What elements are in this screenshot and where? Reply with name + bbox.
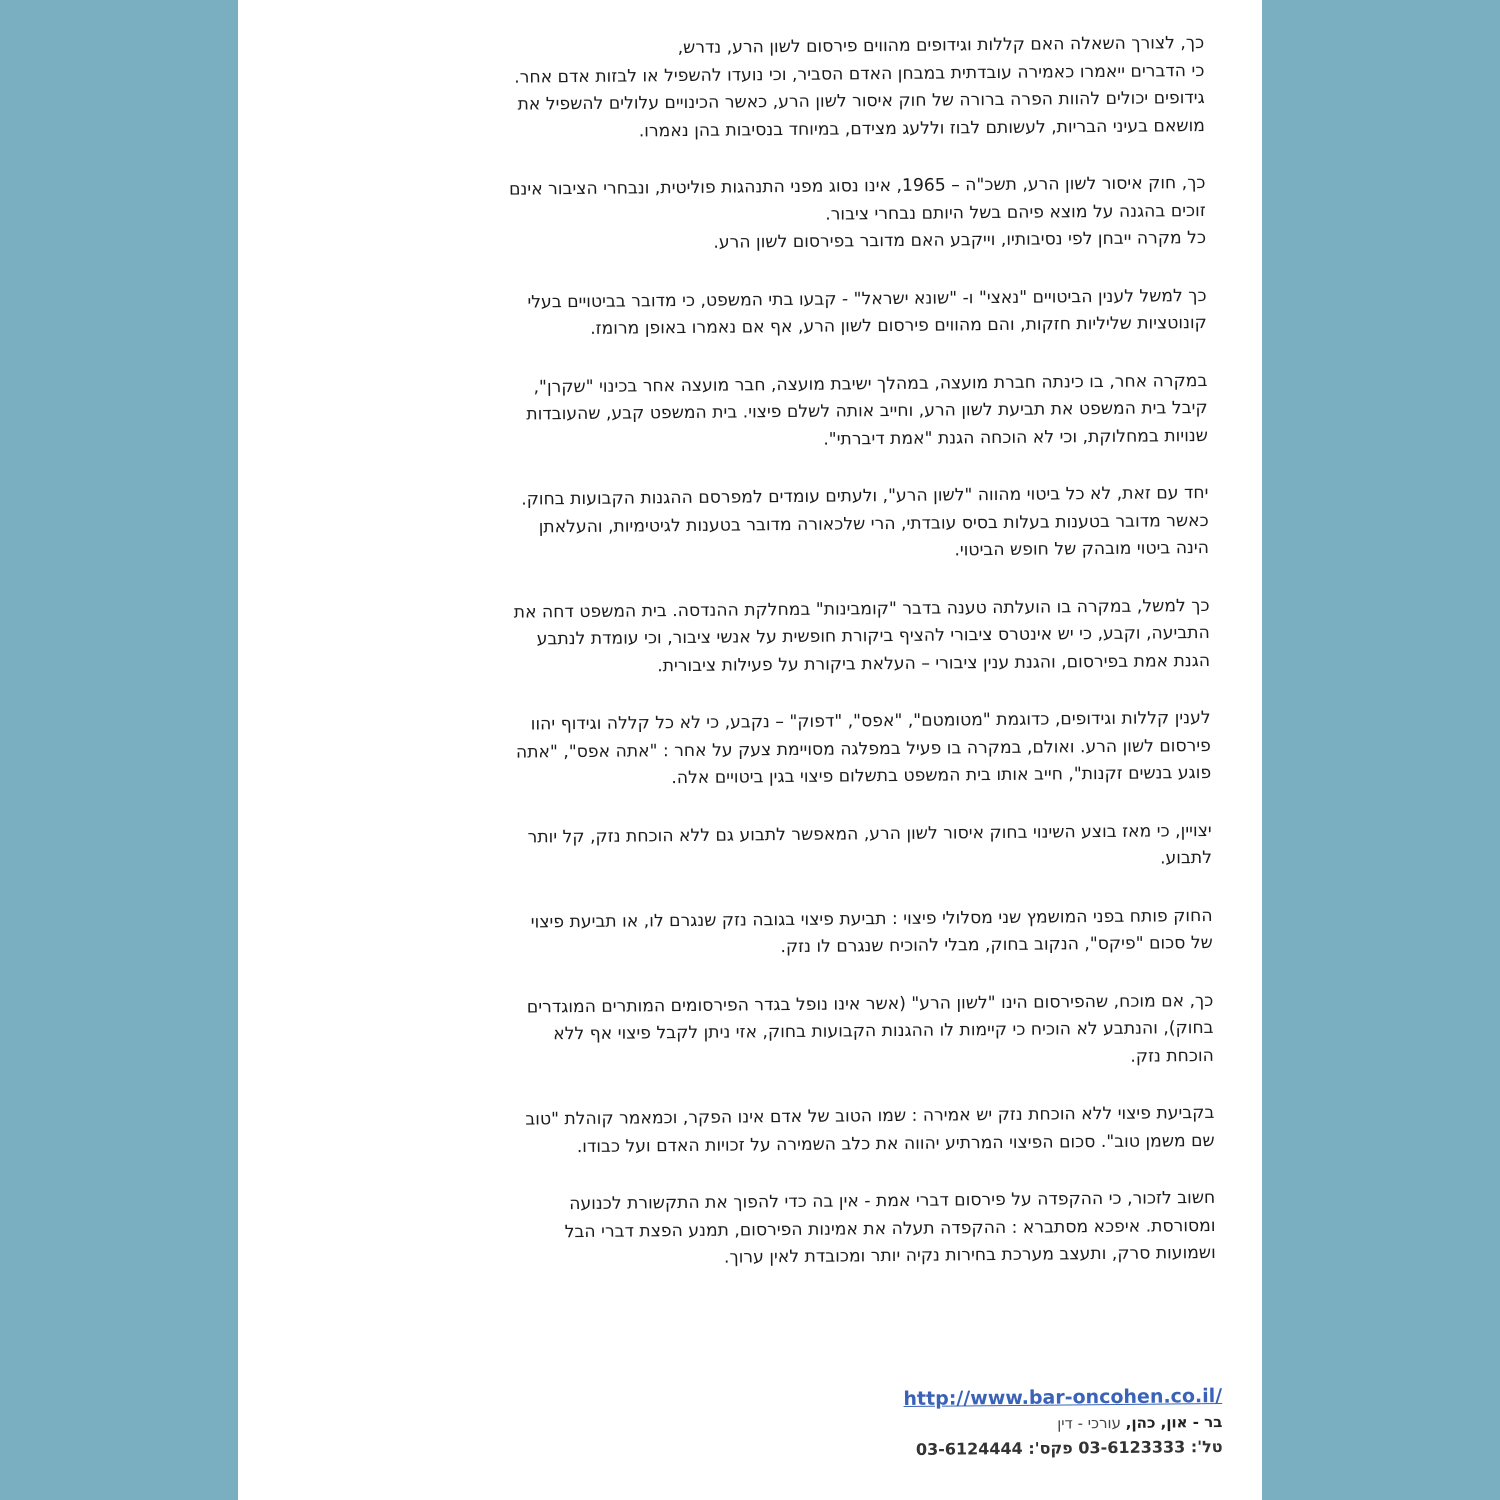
paragraph-4 <box>281 367 1208 458</box>
text-line: קיבל בית המשפט את תביעת לשון הרע, וחייב אותה לשלם פיצוי. בית המשפט קבע, שהעובדות <box>526 397 1208 425</box>
paragraph-10 <box>287 987 1214 1078</box>
text-line: חשוב לזכור, כי ההקפדה על פירסום דברי אמת - אין בה כדי להפוך את התקשורת לכנועה <box>569 1187 1216 1215</box>
text-line: שם משמן טוב". סכום הפיצוי המרתיע יהווה את כלב השמירה על זכויות האדם ועל כבודו. <box>576 1130 1215 1157</box>
text-line: הוכחת נזק. <box>1130 1045 1214 1067</box>
firm-name: בר - און, כהן, <box>1125 1412 1223 1432</box>
text-line: פירסום לשון הרע. ואולם, במקרה בו פעיל במפלגה מסויימת צעק על אחר : "אתה אפס", "אתה <box>515 735 1211 763</box>
text-line: גידופים יכולים להוות הפרה ברורה של חוק איסור לשון הרע, כאשר הכינויים עלולים להשפיל את <box>517 87 1205 115</box>
text-line: בחוק), והנתבע לא הוכיח כי קיימות לו ההגנות הקבועות בחוק, אזי ניתן לקבל פיצוי אף ללא <box>553 1017 1214 1045</box>
text-line: הגנת אמת בפירסום, והגנת ענין ציבורי – העלאת ביקורת על פעילות ציבורית. <box>657 650 1211 676</box>
text-line: התביעה, וקבע, כי יש אינטרס ציבורי להציף ביקורת חופשית על אנשי ציבור, וכי עומדת לנתבע <box>536 622 1210 650</box>
paragraph-3 <box>280 282 1206 346</box>
text-line: לענין קללות וגידופים, כדוגמת "מטומטם", "אפס", "דפוק" – נקבע, כי לא כל קללה וגידוף יהוו <box>530 707 1211 735</box>
text-line: קונוטציות שליליות חזקות, והם מהווים פירסום לשון הרע, אף אם נאמרו באופן מרומז. <box>590 312 1207 339</box>
paragraph-7 <box>285 705 1212 796</box>
paragraph-8 <box>286 817 1212 881</box>
text-line: מושאם בעיני הבריות, לעשותם לבוז וללעג מצידם, במיוחד בנסיבות בהן נאמרו. <box>638 115 1206 141</box>
paragraph-9 <box>286 902 1212 966</box>
contact-footer <box>762 1382 1223 1464</box>
text-line: שנויות במחלוקת, וכי לא הוכחה הגנת "אמת דיברתי". <box>823 425 1208 450</box>
text-line: הינה ביטוי מובהק של חופש הביטוי. <box>954 537 1210 561</box>
phone-fax-line: טל': 03-6123333 פקס': 03-6124444 <box>915 1436 1223 1459</box>
paragraph-2 <box>279 170 1206 261</box>
paragraph-1 <box>278 30 1205 149</box>
text-line: בקביעת פיצוי ללא הוכחת נזק יש אמירה : שמו הטוב של אדם אינו הפקר, וכמאמר קוהלת "טוב <box>525 1102 1215 1130</box>
text-line: כך למשל, במקרה בו הועלתה טענה בדבר "קומבינות" במחלקת ההנדסה. בית המשפט דחה את <box>513 595 1210 623</box>
text-line: כי הדברים ייאמרו כאמירה עובדתית במבחן האדם הסביר, וכי נועדו להשפיל או לבזות אדם אחר. <box>514 60 1205 88</box>
document-page <box>238 0 1262 1500</box>
paragraph-5 <box>282 480 1209 571</box>
text-line: כך למשל לענין הביטויים "נאצי" ו- "שונא ישראל" - קבעו בתי המשפט, כי מדובר בביטויים בעלי <box>527 285 1207 313</box>
document-body <box>278 30 1216 1306</box>
text-line: זוכים בהגנה על מוצא פיהם בשל היותם נבחרי ציבור. <box>825 200 1206 225</box>
text-line: כך, חוק איסור לשון הרע, תשכ"ה – 1965, אינו נסוג מפני התנהגות פוליטית, ונבחרי הציבור אינם <box>508 172 1206 200</box>
text-line: החוק פותח בפני המושמץ שני מסלולי פיצוי : תביעת פיצוי בגובה נזק שנגרם לו, או תביעת פיצוי <box>530 905 1213 933</box>
paragraph-11 <box>288 1100 1214 1164</box>
text-line: כאשר מדובר בטענות בעלות בסיס עובדתי, הרי שלכאורה מדובר בטענות לגיטימיות, והעלאתן <box>538 510 1209 537</box>
text-line: במקרה אחר, בו כינתה חברת מועצה, במהלך ישיבת מועצה, חבר מועצה אחר בכינוי "שקרן", <box>533 370 1208 397</box>
text-line: כך, אם מוכח, שהפירסום הינו "לשון הרע" (אשר אינו נופל בגדר הפירסומים המותרים המוגדרים <box>526 990 1214 1018</box>
text-line: של סכום "פיקס", הנקוב בחוק, מבלי להוכיח שנגרם לו נזק. <box>780 932 1213 958</box>
text-line: יחד עם זאת, לא כל ביטוי מהווה "לשון הרע", ולעתים עומדים למפרסם ההגנות הקבועות בחוק. <box>521 482 1209 510</box>
paragraph-12 <box>289 1185 1216 1276</box>
text-line: ושמועות סרק, ותעצב מערכת בחירות נקיה יותר ומכובדת לאין ערוך. <box>723 1242 1216 1268</box>
website-link[interactable]: http://www.bar-oncohen.co.il/ <box>903 1384 1223 1411</box>
paragraph-6 <box>283 592 1210 683</box>
firm-title: עורכי - דין <box>1057 1413 1122 1433</box>
text-line: כל מקרה ייבחן לפי נסיבותיו, וייקבע האם מדובר בפירסום לשון הרע. <box>713 227 1207 253</box>
text-line: ומסורסת. איפכא מסתברא : ההקפדה תעלה את אמינות הפירסום, תמנע הפצת דברי הבל <box>564 1215 1216 1242</box>
text-line: פוגע בנשים זקנות", חייב אותו בית המשפט בתשלום פיצוי בגין ביטויים אלה. <box>671 762 1212 789</box>
text-line: כך, לצורך השאלה האם קללות וגידופים מהווים פירסום לשון הרע, נדרש, <box>677 32 1205 59</box>
text-line: לתבוע. <box>1159 847 1213 869</box>
text-line: יצויין, כי מאז בוצע השינוי בחוק איסור לשון הרע, המאפשר לתבוע גם ללא הוכחת נזק, קל יותר <box>527 820 1212 848</box>
